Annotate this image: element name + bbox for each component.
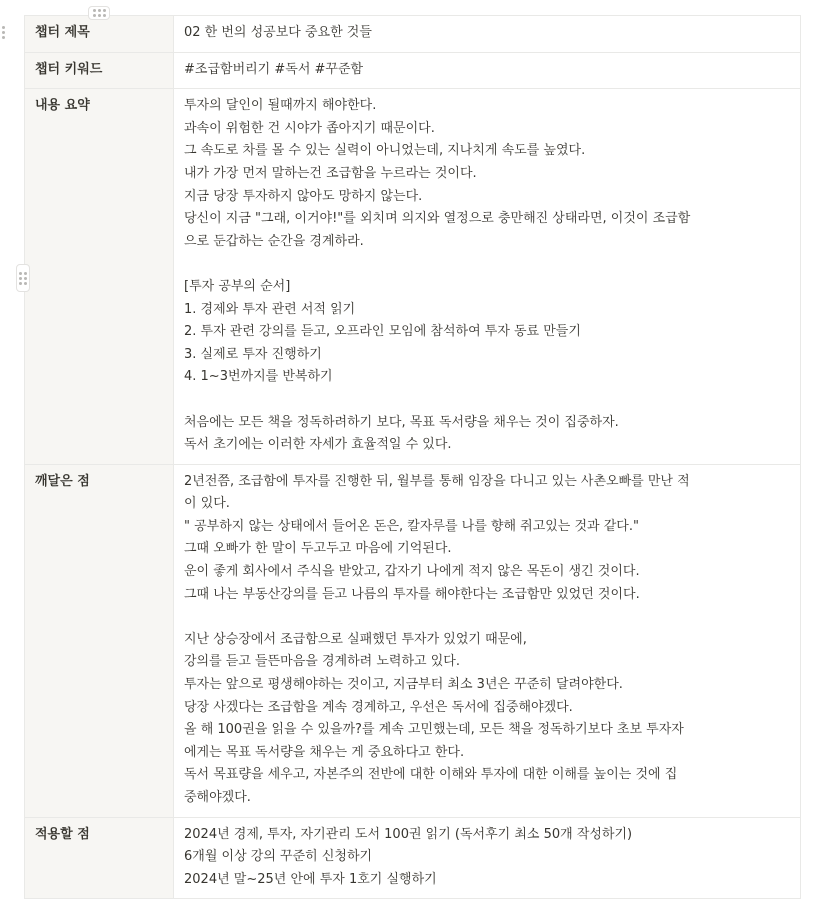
text-line: 독서 초기에는 이러한 자세가 효율적일 수 있다. <box>184 437 452 453</box>
table-row <box>25 89 801 465</box>
text-line: 운이 좋게 회사에서 주식을 받았고, 갑자기 나에게 적지 않은 목돈이 생긴 것이다. <box>184 564 640 580</box>
text-line: 지금 당장 투자하지 않아도 망하지 않는다. <box>184 188 423 204</box>
row-label-cell[interactable] <box>25 16 174 53</box>
text-line: 지난 상승장에서 조급함으로 실패했던 투자가 있었기 때문에, <box>184 631 527 647</box>
text-line: #조급함버리기 #독서 #꾸준함 <box>184 61 364 77</box>
row-label-cell[interactable] <box>25 52 174 89</box>
text-line: 내가 가장 먼저 말하는건 조급함을 누르라는 것이다. <box>184 165 477 181</box>
row-label-cell[interactable] <box>25 89 174 465</box>
text-line: 1. 경제와 투자 관련 서적 읽기 <box>184 301 356 317</box>
row-label: 챕터 키워드 <box>35 61 103 77</box>
summary-table <box>24 15 801 899</box>
text-line: 당신이 지금 "그래, 이거야!"를 외치며 의지와 열정으로 충만해진 상태라면, 이것이 조급함 <box>184 211 691 227</box>
text-line: 2024년 경제, 투자, 자기관리 도서 100권 읽기 (독서후기 최소 50개 작성하기) <box>184 826 633 842</box>
text-line: 처음에는 모든 책을 정독하려하기 보다, 목표 독서량을 채우는 것이 집중하자. <box>184 414 619 430</box>
text-line: 4. 1~3번까지를 반복하기 <box>184 369 333 385</box>
text-line: 이 있다. <box>184 496 230 512</box>
text-line: 3. 실제로 투자 진행하기 <box>184 346 322 362</box>
table-row <box>25 464 801 817</box>
text-line: 2. 투자 관련 강의를 듣고, 오프라인 모임에 참석하여 투자 동료 만들기 <box>184 324 581 340</box>
table-row <box>25 817 801 899</box>
text-line <box>184 389 790 412</box>
row-label-cell[interactable] <box>25 817 174 899</box>
row-value-cell[interactable] <box>174 52 801 89</box>
text-line: 강의를 듣고 들뜬마음을 경계하려 노력하고 있다. <box>184 654 460 670</box>
text-line: 투자는 앞으로 평생해야하는 것이고, 지금부터 최소 3년은 꾸준히 달려야한다. <box>184 677 623 693</box>
text-line: [투자 공부의 순서] <box>184 278 291 294</box>
row-label: 적용할 점 <box>35 826 90 842</box>
table-row <box>25 52 801 89</box>
text-line <box>184 253 790 276</box>
row-value-cell[interactable] <box>174 817 801 899</box>
row-label: 내용 요약 <box>35 98 90 114</box>
text-line: 그 속도로 차를 몰 수 있는 실력이 아니었는데, 지나치게 속도를 높였다. <box>184 143 586 159</box>
text-line: 독서 목표량을 세우고, 자본주의 전반에 대한 이해와 투자에 대한 이해를 높이는 것에 집 <box>184 767 678 783</box>
row-label: 깨달은 점 <box>35 473 90 489</box>
text-line: 중해야겠다. <box>184 790 251 805</box>
text-line: 으로 둔갑하는 순간을 경계하라. <box>184 233 364 249</box>
row-label-cell[interactable] <box>25 464 174 817</box>
row-label: 챕터 제목 <box>35 25 90 40</box>
row-value-cell[interactable] <box>174 464 801 817</box>
text-line <box>184 606 790 629</box>
text-line: 과속이 위험한 건 시야가 좁아지기 때문이다. <box>184 120 435 136</box>
text-line: 그때 오빠가 한 말이 두고두고 마음에 기억된다. <box>184 541 452 557</box>
row-value-cell[interactable] <box>174 89 801 465</box>
text-line: 에게는 목표 독서량을 채우는 게 중요하다고 한다. <box>184 744 465 760</box>
text-line: 올 해 100권을 읽을 수 있을까?를 계속 고민했는데, 모든 책을 정독하기보다 초보 투자자 <box>184 722 684 738</box>
row-drag-handle-icon[interactable] <box>16 264 30 292</box>
text-line: 2년전쯤, 조급함에 투자를 진행한 뒤, 월부를 통해 임장을 다니고 있는 사촌오빠를 만난 적 <box>184 473 690 489</box>
text-line: 그때 나는 부동산강의를 듣고 나름의 투자를 해야한다는 조급함만 있었던 것이다. <box>184 586 640 602</box>
text-line: 당장 사겠다는 조급함을 계속 경계하고, 우선은 독서에 집중해야겠다. <box>184 699 573 715</box>
table-row <box>25 16 801 53</box>
text-line: " 공부하지 않는 상태에서 들어온 돈은, 칼자루를 나를 향해 쥐고있는 것과 같다." <box>184 518 639 534</box>
block-drag-handle-icon[interactable] <box>2 26 5 39</box>
text-line: 2024년 말~25년 안에 투자 1호기 실행하기 <box>184 871 437 887</box>
text-line: 02 한 번의 성공보다 중요한 것들 <box>184 25 372 40</box>
row-value-cell[interactable] <box>174 16 801 53</box>
column-drag-handle-icon[interactable] <box>88 6 110 20</box>
text-line: 6개월 이상 강의 꾸준히 신청하기 <box>184 849 373 865</box>
text-line: 투자의 달인이 될때까지 해야한다. <box>184 98 377 114</box>
